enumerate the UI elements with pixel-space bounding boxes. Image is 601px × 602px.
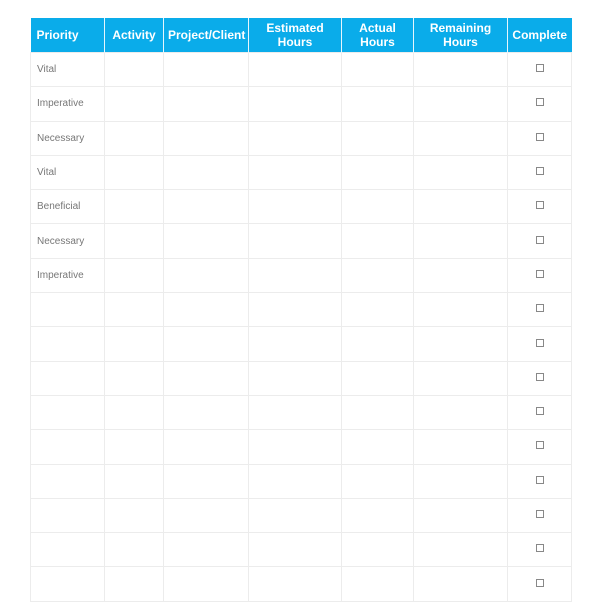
complete-cell xyxy=(508,224,572,258)
remaining-hours-cell[interactable] xyxy=(414,327,508,361)
actual-hours-cell[interactable] xyxy=(342,498,414,532)
remaining-hours-cell[interactable] xyxy=(414,361,508,395)
complete-cell xyxy=(508,190,572,224)
table-row xyxy=(31,53,572,87)
complete-cell xyxy=(508,121,572,155)
priority-cell[interactable] xyxy=(31,567,105,601)
estimated-hours-cell[interactable] xyxy=(249,155,342,189)
priority-cell[interactable]: Vital xyxy=(31,155,105,189)
project-client-cell[interactable] xyxy=(164,293,249,327)
complete-checkbox[interactable] xyxy=(536,579,544,587)
activity-cell[interactable] xyxy=(105,533,164,567)
priority-cell[interactable] xyxy=(31,464,105,498)
header-activity: Activity xyxy=(105,18,164,53)
remaining-hours-cell[interactable] xyxy=(414,53,508,87)
actual-hours-cell[interactable] xyxy=(342,155,414,189)
activity-cell[interactable] xyxy=(105,327,164,361)
actual-hours-cell[interactable] xyxy=(342,361,414,395)
complete-checkbox[interactable] xyxy=(536,304,544,312)
estimated-hours-cell[interactable] xyxy=(249,430,342,464)
project-client-cell[interactable] xyxy=(164,190,249,224)
complete-cell xyxy=(508,155,572,189)
actual-hours-cell[interactable] xyxy=(342,567,414,601)
actual-hours-cell[interactable] xyxy=(342,258,414,292)
header-priority: Priority xyxy=(31,18,105,53)
remaining-hours-cell[interactable] xyxy=(414,567,508,601)
complete-cell xyxy=(508,327,572,361)
priority-cell[interactable]: Beneficial xyxy=(31,190,105,224)
activity-cell[interactable] xyxy=(105,224,164,258)
project-client-cell[interactable] xyxy=(164,224,249,258)
remaining-hours-cell[interactable] xyxy=(414,224,508,258)
header-estimated-hours: Estimated Hours xyxy=(249,18,342,53)
complete-checkbox[interactable] xyxy=(536,544,544,552)
table-row xyxy=(31,224,572,258)
table-row xyxy=(31,533,572,567)
table-row xyxy=(31,464,572,498)
remaining-hours-cell[interactable] xyxy=(414,533,508,567)
actual-hours-cell[interactable] xyxy=(342,430,414,464)
complete-checkbox[interactable] xyxy=(536,441,544,449)
project-client-cell[interactable] xyxy=(164,155,249,189)
priority-cell[interactable] xyxy=(31,430,105,464)
table-row xyxy=(31,567,572,601)
actual-hours-cell[interactable] xyxy=(342,395,414,429)
actual-hours-cell[interactable] xyxy=(342,121,414,155)
estimated-hours-cell[interactable] xyxy=(249,395,342,429)
estimated-hours-cell[interactable] xyxy=(249,224,342,258)
complete-checkbox[interactable] xyxy=(536,98,544,106)
activity-cell[interactable] xyxy=(105,53,164,87)
project-client-cell[interactable] xyxy=(164,533,249,567)
complete-cell xyxy=(508,567,572,601)
complete-cell xyxy=(508,533,572,567)
priority-cell[interactable] xyxy=(31,361,105,395)
estimated-hours-cell[interactable] xyxy=(249,258,342,292)
complete-cell xyxy=(508,258,572,292)
complete-checkbox[interactable] xyxy=(536,236,544,244)
estimated-hours-cell[interactable] xyxy=(249,121,342,155)
project-client-cell[interactable] xyxy=(164,395,249,429)
priority-cell[interactable]: Imperative xyxy=(31,87,105,121)
complete-checkbox[interactable] xyxy=(536,373,544,381)
project-client-cell[interactable] xyxy=(164,430,249,464)
estimated-hours-cell[interactable] xyxy=(249,361,342,395)
complete-checkbox[interactable] xyxy=(536,510,544,518)
complete-checkbox[interactable] xyxy=(536,133,544,141)
actual-hours-cell[interactable] xyxy=(342,293,414,327)
activity-table xyxy=(30,18,572,602)
table-row xyxy=(31,361,572,395)
estimated-hours-cell[interactable] xyxy=(249,327,342,361)
actual-hours-cell[interactable] xyxy=(342,327,414,361)
complete-checkbox[interactable] xyxy=(536,64,544,72)
remaining-hours-cell[interactable] xyxy=(414,155,508,189)
actual-hours-cell[interactable] xyxy=(342,224,414,258)
activity-cell[interactable] xyxy=(105,430,164,464)
complete-checkbox[interactable] xyxy=(536,339,544,347)
complete-checkbox[interactable] xyxy=(536,201,544,209)
project-client-cell[interactable] xyxy=(164,258,249,292)
complete-cell xyxy=(508,293,572,327)
project-client-cell[interactable] xyxy=(164,498,249,532)
header-project-client: Project/Client xyxy=(164,18,249,53)
complete-cell xyxy=(508,53,572,87)
actual-hours-cell[interactable] xyxy=(342,464,414,498)
table-row xyxy=(31,293,572,327)
remaining-hours-cell[interactable] xyxy=(414,190,508,224)
table-row xyxy=(31,155,572,189)
complete-checkbox[interactable] xyxy=(536,407,544,415)
project-client-cell[interactable] xyxy=(164,361,249,395)
remaining-hours-cell[interactable] xyxy=(414,121,508,155)
table-row xyxy=(31,190,572,224)
complete-cell xyxy=(508,430,572,464)
activity-cell[interactable] xyxy=(105,155,164,189)
remaining-hours-cell[interactable] xyxy=(414,498,508,532)
complete-cell xyxy=(508,464,572,498)
complete-checkbox[interactable] xyxy=(536,167,544,175)
activity-cell[interactable] xyxy=(105,361,164,395)
complete-cell xyxy=(508,87,572,121)
priority-cell[interactable] xyxy=(31,498,105,532)
activity-cell[interactable] xyxy=(105,498,164,532)
activity-cell[interactable] xyxy=(105,464,164,498)
actual-hours-cell[interactable] xyxy=(342,533,414,567)
project-client-cell[interactable] xyxy=(164,53,249,87)
estimated-hours-cell[interactable] xyxy=(249,533,342,567)
estimated-hours-cell[interactable] xyxy=(249,87,342,121)
estimated-hours-cell[interactable] xyxy=(249,567,342,601)
priority-cell[interactable]: Necessary xyxy=(31,224,105,258)
activity-cell[interactable] xyxy=(105,293,164,327)
remaining-hours-cell[interactable] xyxy=(414,464,508,498)
priority-cell[interactable]: Vital xyxy=(31,53,105,87)
remaining-hours-cell[interactable] xyxy=(414,430,508,464)
estimated-hours-cell[interactable] xyxy=(249,293,342,327)
table-row xyxy=(31,498,572,532)
project-client-cell[interactable] xyxy=(164,87,249,121)
table-row xyxy=(31,395,572,429)
table-row xyxy=(31,430,572,464)
estimated-hours-cell[interactable] xyxy=(249,53,342,87)
project-client-cell[interactable] xyxy=(164,567,249,601)
complete-cell xyxy=(508,361,572,395)
priority-cell[interactable] xyxy=(31,293,105,327)
estimated-hours-cell[interactable] xyxy=(249,464,342,498)
activity-cell[interactable] xyxy=(105,121,164,155)
header-actual-hours: Actual Hours xyxy=(342,18,414,53)
header-row xyxy=(31,18,572,53)
remaining-hours-cell[interactable] xyxy=(414,258,508,292)
activity-cell[interactable] xyxy=(105,258,164,292)
complete-checkbox[interactable] xyxy=(536,270,544,278)
priority-cell[interactable] xyxy=(31,533,105,567)
activity-cell[interactable] xyxy=(105,190,164,224)
activity-cell[interactable] xyxy=(105,395,164,429)
actual-hours-cell[interactable] xyxy=(342,53,414,87)
table-row xyxy=(31,258,572,292)
priority-cell[interactable]: Necessary xyxy=(31,121,105,155)
header-remaining-hours: Remaining Hours xyxy=(414,18,508,53)
remaining-hours-cell[interactable] xyxy=(414,293,508,327)
activity-cell[interactable] xyxy=(105,87,164,121)
actual-hours-cell[interactable] xyxy=(342,190,414,224)
header-complete: Complete xyxy=(508,18,572,53)
project-client-cell[interactable] xyxy=(164,464,249,498)
priority-cell[interactable]: Imperative xyxy=(31,258,105,292)
complete-cell xyxy=(508,498,572,532)
table-row xyxy=(31,327,572,361)
remaining-hours-cell[interactable] xyxy=(414,87,508,121)
table-row xyxy=(31,121,572,155)
project-client-cell[interactable] xyxy=(164,121,249,155)
project-client-cell[interactable] xyxy=(164,327,249,361)
priority-cell[interactable] xyxy=(31,327,105,361)
table-row xyxy=(31,87,572,121)
estimated-hours-cell[interactable] xyxy=(249,190,342,224)
actual-hours-cell[interactable] xyxy=(342,87,414,121)
activity-cell[interactable] xyxy=(105,567,164,601)
priority-cell[interactable] xyxy=(31,395,105,429)
complete-checkbox[interactable] xyxy=(536,476,544,484)
complete-cell xyxy=(508,395,572,429)
estimated-hours-cell[interactable] xyxy=(249,498,342,532)
remaining-hours-cell[interactable] xyxy=(414,395,508,429)
